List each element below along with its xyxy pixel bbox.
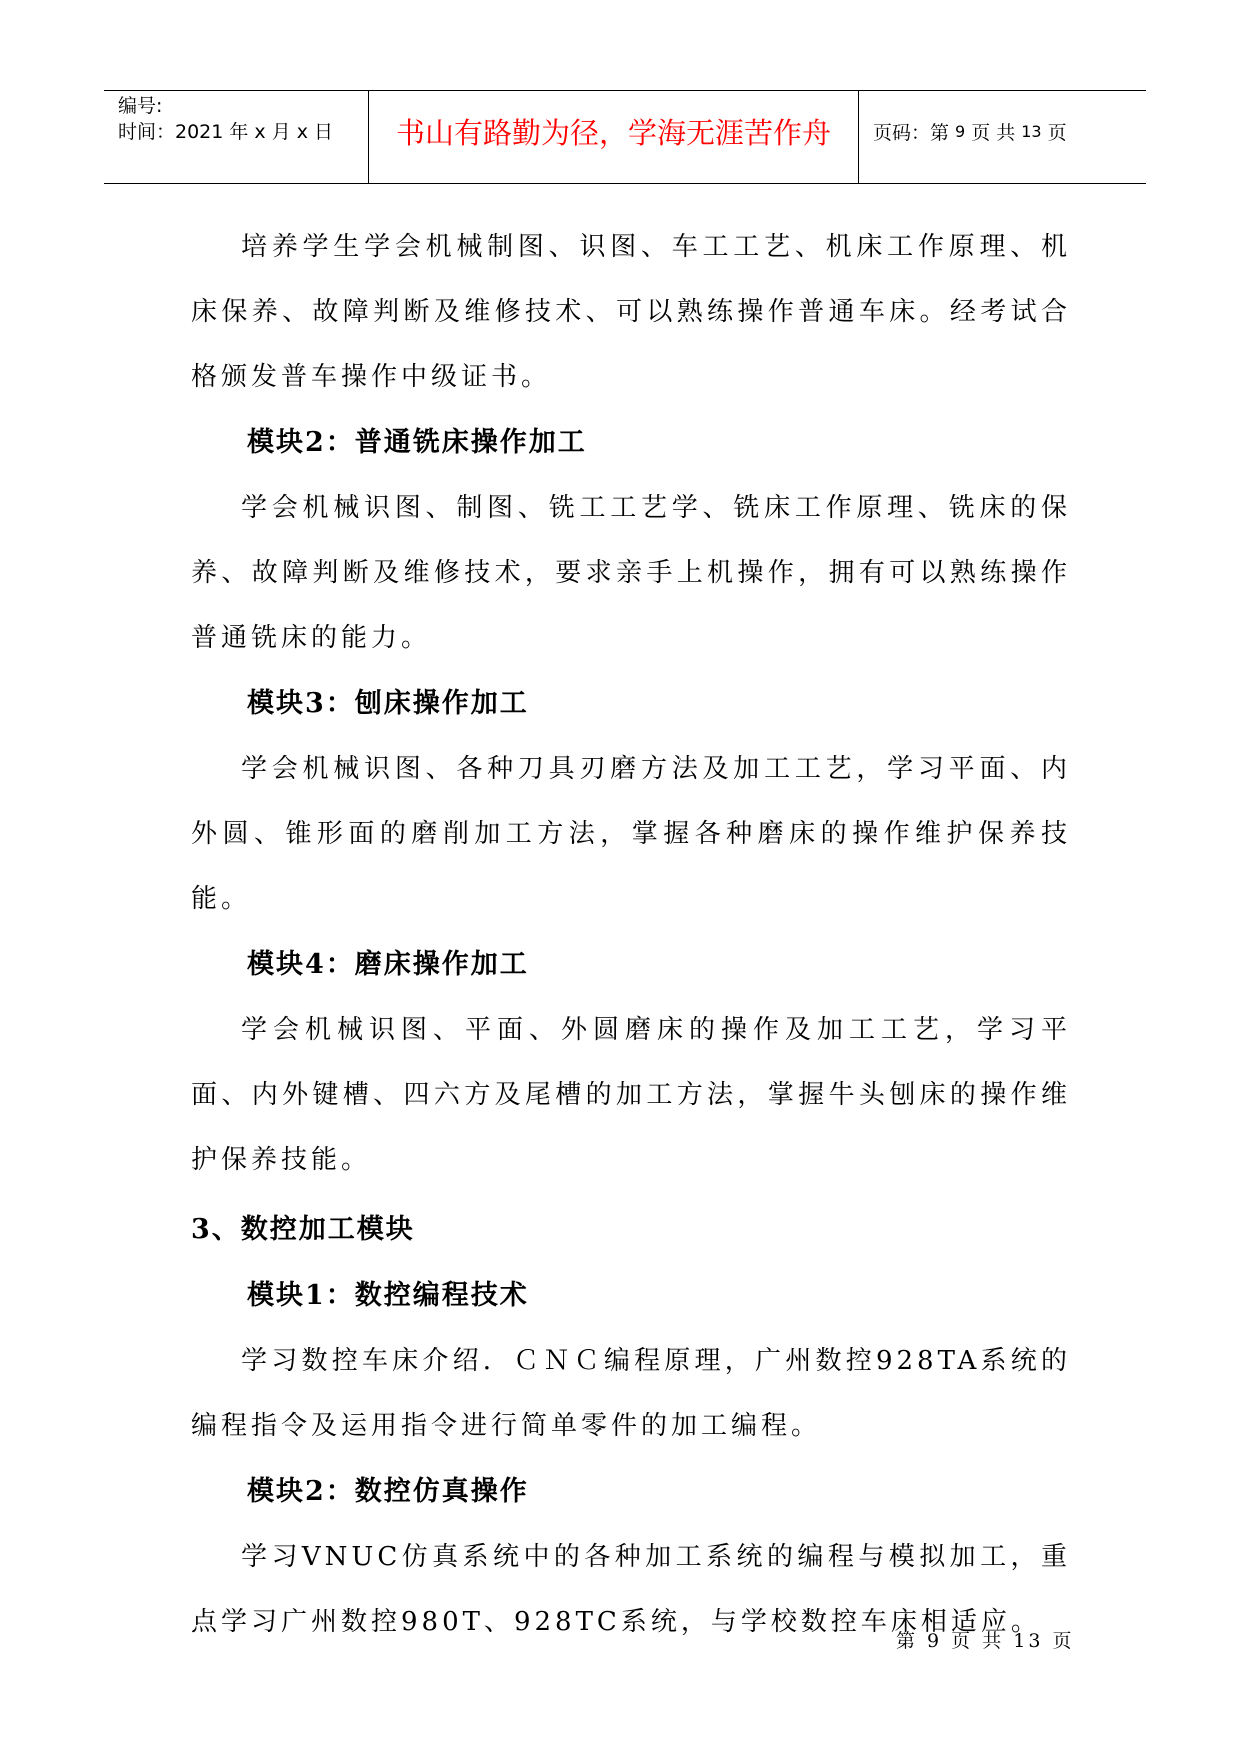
page-footer: 第 9 页 共 13 页 [896, 1630, 1075, 1652]
page-mid: 页 共 [971, 121, 1016, 144]
section-heading-cnc: 3、数控加工模块 [191, 1214, 415, 1245]
doc-time-label: 时间：2021 年 x 月 x 日 [118, 121, 334, 143]
paragraph-cnc-module1-desc: 学习数控车床介绍．ＣＮＣ编程原理，广州数控928TA系统的编程指令及运用指令进行简单零件的加工编程。 [191, 1346, 1071, 1441]
heading-cnc-module1: 模块1：数控编程技术 [247, 1280, 529, 1311]
header-meta [104, 91, 369, 183]
paragraph-module4-desc: 学会机械识图、平面、外圆磨床的操作及加工工艺，学习平面、内外键槽、四六方及尾槽的加工方法，掌握牛头刨床的操作维护保养技能。 [191, 1015, 1071, 1175]
paragraph-module1-desc: 培养学生学会机械制图、识图、车工工艺、机床工作原理、机床保养、故障判断及维修技术、可以熟练操作普通车床。经考试合格颁发普车操作中级证书。 [191, 232, 1071, 392]
page-prefix: 页码：第 [873, 121, 950, 144]
page-header [104, 90, 1146, 184]
document-body [191, 215, 1071, 1655]
page-total: 13 [1021, 121, 1042, 141]
heading-cnc-module2: 模块2：数控仿真操作 [247, 1476, 529, 1507]
heading-module2-milling: 模块2：普通铣床操作加工 [247, 427, 587, 458]
page-current: 9 [955, 121, 966, 141]
header-motto: 书山有路勤为径，学海无涯苦作舟 [369, 91, 859, 183]
heading-module3-planing: 模块3：刨床操作加工 [247, 688, 529, 719]
paragraph-module2-desc: 学会机械识图、制图、铣工工艺学、铣床工作原理、铣床的保养、故障判断及维修技术，要求亲手上机操作，拥有可以熟练操作普通铣床的能力。 [191, 493, 1071, 653]
paragraph-cnc-module2-desc: 学习VNUC仿真系统中的各种加工系统的编程与模拟加工，重点学习广州数控980T、928TC系统，与学校数控车床相适应。 [191, 1542, 1071, 1637]
page-suffix: 页 [1047, 121, 1067, 144]
header-page-info [859, 91, 1146, 183]
heading-module4-grinding: 模块4：磨床操作加工 [247, 949, 529, 980]
paragraph-module3-desc: 学会机械识图、各种刀具刃磨方法及加工工艺，学习平面、内外圆、锥形面的磨削加工方法，掌握各种磨床的操作维护保养技能。 [191, 754, 1071, 914]
doc-number-label: 编号: [118, 95, 163, 117]
